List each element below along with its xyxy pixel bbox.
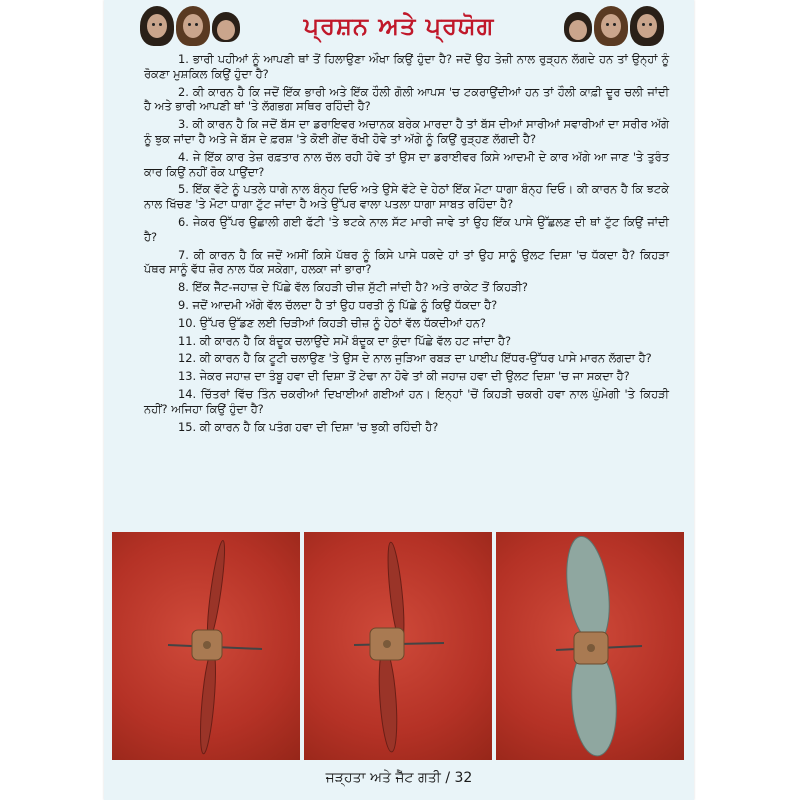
question-13: 13. ਜੇਕਰ ਜਹਾਜ਼ ਦਾ ਤੰਬੂ ਹਵਾ ਦੀ ਦਿਸ਼ਾ ਤੋਂ ਟੇਢਾ ਨਾ ਹੋਵੇ ਤਾਂ ਕੀ ਜਹਾਜ਼ ਹਵਾ ਦੀ ਉਲਟ ਦਿਸ਼ਾ 'ਚ ਜਾ ਸਕਦਾ ਹੈ? — [178, 369, 630, 384]
pinwheel-photo-2 — [304, 532, 492, 760]
face-illustration — [630, 6, 664, 48]
pinwheel-photo-1 — [112, 532, 300, 760]
question-7: 7. ਕੀ ਕਾਰਨ ਹੈ ਕਿ ਜਦੋਂ ਅਸੀਂ ਕਿਸੇ ਪੱਥਰ ਨੂੰ ਕਿਸੇ ਪਾਸੇ ਧਕਦੇ ਹਾਂ ਤਾਂ ਉਹ ਸਾਨੂੰ ਉਲਟ ਦਿਸ਼ਾ 'ਚ ਧੱਕਦਾ ਹੈ? ਕਿਹੜਾ ਪੱਥਰ ਸਾਨੂੰ ਵੱਧ ਜ਼ੋਰ ਨਾਲ ਧੱਕ ਸਕੇਗਾ, ਹਲਕਾ ਜਾਂ ਭਾਰਾ? — [144, 247, 669, 277]
question-10: 10. ਉੱਪਰ ਉੱਡਣ ਲਈ ਚਿੜੀਆਂ ਕਿਹੜੀ ਚੀਜ਼ ਨੂੰ ਹੇਠਾਂ ਵੱਲ ਧੱਕਦੀਆਂ ਹਨ? — [178, 315, 486, 330]
question-14: 14. ਚਿੱਤਰਾਂ ਵਿੱਚ ਤਿੰਨ ਚਕਰੀਆਂ ਦਿਖਾਈਆਂ ਗਈਆਂ ਹਨ। ਇਨ੍ਹਾਂ 'ਚੋਂ ਕਿਹੜੀ ਚਕਰੀ ਹਵਾ ਨਾਲ ਘੁੰਮੇਗੀ 'ਤੇ ਕਿਹੜੀ ਨਹੀਂ? ਅਜਿਹਾ ਕਿਉਂ ਹੁੰਦਾ ਹੈ? — [144, 386, 669, 416]
question-8: 8. ਇੱਕ ਜੈੱਟ-ਜਹਾਜ਼ ਦੇ ਪਿੱਛੇ ਵੱਲ ਕਿਹੜੀ ਚੀਜ਼ ਸੁੱਟੀ ਜਾਂਦੀ ਹੈ? ਅਤੇ ਰਾਕੇਟ ਤੋਂ ਕਿਹੜੀ? — [178, 280, 528, 295]
pinwheel-twisted-blades-image — [304, 532, 492, 760]
question-4: 4. ਜੇ ਇੱਕ ਕਾਰ ਤੇਜ਼ ਰਫ਼ਤਾਰ ਨਾਲ ਚੱਲ ਰਹੀ ਹੋਵੇ ਤਾਂ ਉਸ ਦਾ ਡਰਾਈਵਰ ਕਿਸੇ ਆਦਮੀ ਦੇ ਕਾਰ ਅੱਗੇ ਆ ਜਾਣ 'ਤੇ ਤੁਰੰਤ ਕਾਰ ਕਿਉਂ ਨਹੀਂ ਰੋਕ ਪਾਉਂਦਾ? — [144, 149, 669, 179]
questions-list — [144, 52, 669, 437]
question-5: 5. ਇੱਕ ਵੱਟੇ ਨੂੰ ਪਤਲੇ ਧਾਗੇ ਨਾਲ ਬੰਨ੍ਹ ਦਿਓ ਅਤੇ ਉਸੇ ਵੱਟੇ ਦੇ ਹੇਠਾਂ ਇੱਕ ਮੋਟਾ ਧਾਗਾ ਬੰਨ੍ਹ ਦਿਓ। ਕੀ ਕਾਰਨ ਹੈ ਕਿ ਝਟਕੇ ਨਾਲ ਖਿੱਚਣ 'ਤੇ ਮੋਟਾ ਧਾਗਾ ਟੁੱਟ ਜਾਂਦਾ ਹੈ ਅਤੇ ਉੱਪਰ ਵਾਲਾ ਪਤਲਾ ਧਾਗਾ ਸਾਬਤ ਰਹਿੰਦਾ ਹੈ? — [144, 182, 669, 212]
illustration-faces-right — [564, 6, 664, 48]
question-9: 9. ਜਦੋਂ ਆਦਮੀ ਅੱਗੇ ਵੱਲ ਚੱਲਦਾ ਹੈ ਤਾਂ ਉਹ ਧਰਤੀ ਨੂੰ ਪਿੱਛੇ ਨੂੰ ਕਿਉਂ ਧੱਕਦਾ ਹੈ? — [178, 297, 498, 312]
pinwheel-photo-3 — [496, 532, 684, 760]
pinwheel-wide-blades-image — [496, 532, 684, 760]
question-6: 6. ਜੇਕਰ ਉੱਪਰ ਉਛਾਲੀ ਗਈ ਫੱਟੀ 'ਤੇ ਝਟਕੇ ਨਾਲ ਸੱਟ ਮਾਰੀ ਜਾਵੇ ਤਾਂ ਉਹ ਇੱਕ ਪਾਸੇ ਉੱਛਲਣ ਦੀ ਥਾਂ ਟੁੱਟ ਕਿਉਂ ਜਾਂਦੀ ਹੈ? — [144, 214, 669, 244]
face-illustration — [594, 6, 628, 48]
page-title: ਪ੍ਰਸ਼ਨ ਅਤੇ ਪ੍ਰਯੋਗ — [303, 12, 495, 40]
question-2: 2. ਕੀ ਕਾਰਨ ਹੈ ਕਿ ਜਦੋਂ ਇੱਕ ਭਾਰੀ ਅਤੇ ਇੱਕ ਹੌਲੀ ਗੋਲੀ ਆਪਸ 'ਚ ਟਕਰਾਉਂਦੀਆਂ ਹਨ ਤਾਂ ਹੌਲੀ ਕਾਫ਼ੀ ਦੂਰ ਚਲੀ ਜਾਂਦੀ ਹੈ ਅਤੇ ਭਾਰੀ ਆਪਣੀ ਥਾਂ 'ਤੇ ਲੱਗਭਗ ਸਥਿਰ ਰਹਿੰਦੀ ਹੈ? — [144, 84, 669, 114]
question-12: 12. ਕੀ ਕਾਰਨ ਹੈ ਕਿ ਟੂਟੀ ਚਲਾਉਣ 'ਤੇ ਉਸ ਦੇ ਨਾਲ ਜੁੜਿਆ ਰਬੜ ਦਾ ਪਾਈਪ ਇੱਧਰ-ਉੱਧਰ ਪਾਸੇ ਮਾਰਨ ਲੱਗਦਾ ਹੈ? — [178, 351, 652, 366]
page-header — [104, 0, 694, 60]
question-15: 15. ਕੀ ਕਾਰਨ ਹੈ ਕਿ ਪਤੰਗ ਹਵਾ ਦੀ ਦਿਸ਼ਾ 'ਚ ਝੁਕੀ ਰਹਿੰਦੀ ਹੈ? — [178, 419, 439, 434]
question-11: 11. ਕੀ ਕਾਰਨ ਹੈ ਕਿ ਬੰਦੂਕ ਚਲਾਉਂਦੇ ਸਮੇਂ ਬੰਦੂਕ ਦਾ ਕੁੰਦਾ ਪਿੱਛੇ ਵੱਲ ਹਟ ਜਾਂਦਾ ਹੈ? — [178, 333, 512, 348]
book-page — [104, 0, 694, 800]
question-1: 1. ਭਾਰੀ ਪਹੀਆਂ ਨੂੰ ਆਪਣੀ ਥਾਂ ਤੋਂ ਹਿਲਾਉਣਾ ਔਖਾ ਕਿਉਂ ਹੁੰਦਾ ਹੈ? ਜਦੋਂ ਉਹ ਤੇਜ਼ੀ ਨਾਲ ਰੁੜ੍ਹਨ ਲੱਗਦੇ ਹਨ ਤਾਂ ਉਨ੍ਹਾਂ ਨੂੰ ਰੋਕਣਾ ਮੁਸ਼ਕਿਲ ਕਿਉਂ ਹੁੰਦਾ ਹੈ? — [144, 52, 669, 81]
page-footer: ਜੜ੍ਹਤਾ ਅਤੇ ਜੈੱਟ ਗਤੀ / 32 — [325, 770, 473, 786]
pinwheel-thin-blades-image — [112, 532, 300, 760]
face-illustration — [564, 12, 592, 48]
question-3: 3. ਕੀ ਕਾਰਨ ਹੈ ਕਿ ਜਦੋਂ ਬੱਸ ਦਾ ਡਰਾਇਵਰ ਅਚਾਨਕ ਬਰੇਕ ਮਾਰਦਾ ਹੈ ਤਾਂ ਬੱਸ ਦੀਆਂ ਸਾਰੀਆਂ ਸਵਾਰੀਆਂ ਦਾ ਸਰੀਰ ਅੱਗੇ ਨੂੰ ਝੁਕ ਜਾਂਦਾ ਹੈ ਅਤੇ ਜੇ ਬੱਸ ਦੇ ਫ਼ਰਸ਼ 'ਤੇ ਕੋਈ ਗੇਂਦ ਰੱਖੀ ਹੋਵੇ ਤਾਂ ਅੱਗੇ ਨੂੰ ਕਿਉਂ ਰੁੜ੍ਹਣ ਲੱਗਦੀ ਹੈ? — [144, 117, 669, 146]
pinwheel-photos — [112, 532, 686, 760]
